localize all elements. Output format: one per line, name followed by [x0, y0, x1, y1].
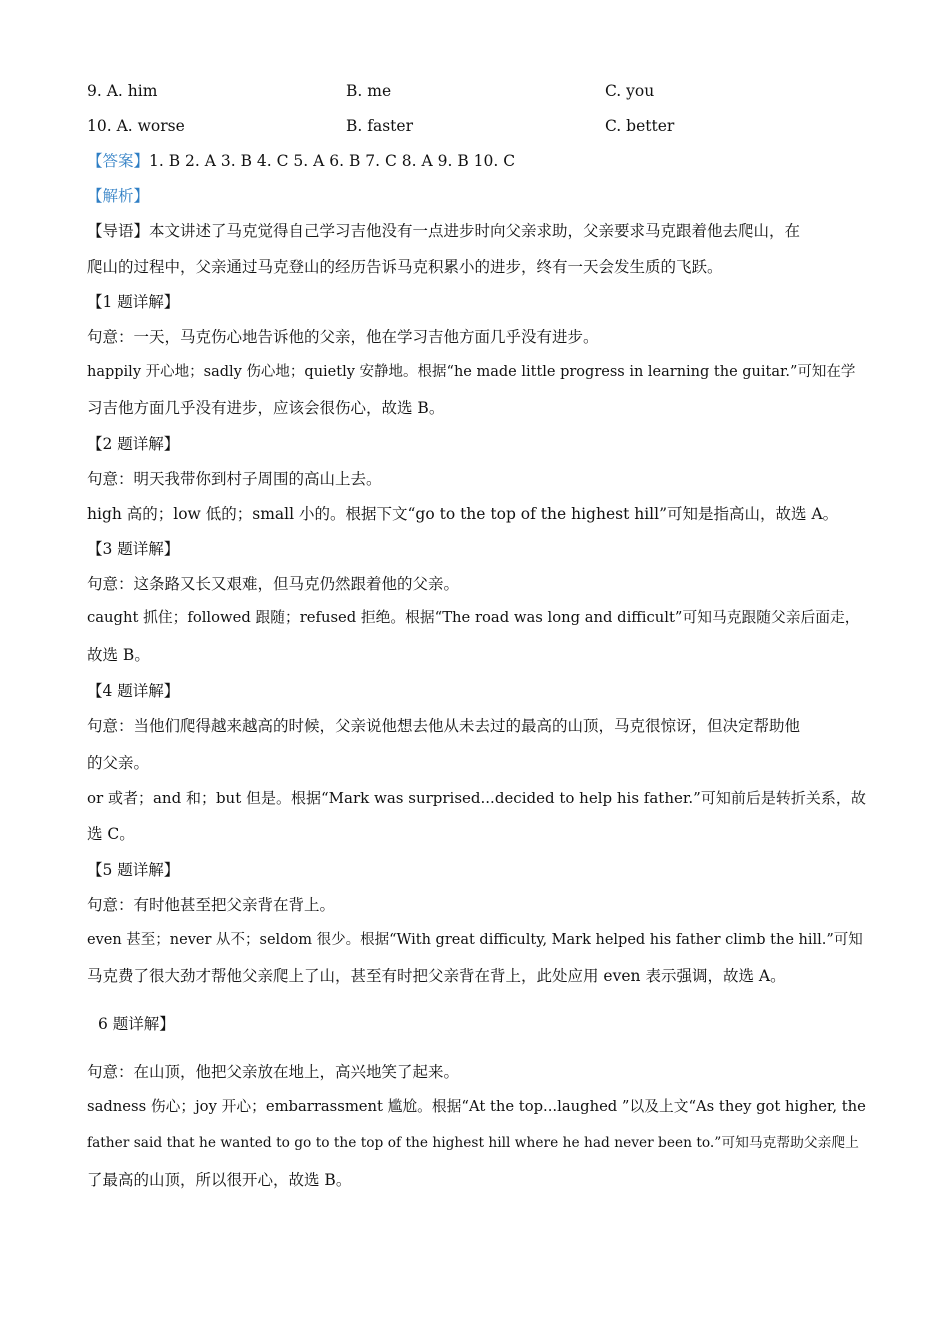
option-9c: C. you [605, 82, 655, 100]
option-10c: C. better [605, 117, 675, 135]
text-line: 的父亲。 [87, 754, 150, 772]
answer-text: 1. B 2. A 3. B 4. C 5. A 6. B 7. C 8. A 9. B 10. C [149, 152, 516, 170]
section-heading: 【3 题详解】 [87, 540, 180, 558]
text-line: 选 C。 [87, 825, 135, 843]
text-line: 句意：当他们爬得越来越高的时候，父亲说他想去他从未去过的最高的山顶，马克很惊讶，但决定帮助他 [87, 717, 801, 735]
text-line: father said that he wanted to go to the top of the highest hill where he had never been to.”可知马克帮助父亲爬上 [87, 1135, 859, 1151]
text-line: 句意：明天我带你到村子周围的高山上去。 [87, 470, 382, 488]
text-line: high 高的；low 低的；small 小的。根据下文“go to the top of the highest hill”可知是指高山，故选 A。 [87, 505, 839, 523]
text-line: 句意：一天，马克伤心地告诉他的父亲，他在学习吉他方面几乎没有进步。 [87, 328, 599, 346]
option-9b: B. me [346, 82, 392, 100]
section-heading: 【2 题详解】 [87, 435, 180, 453]
text-line: 了最高的山顶，所以很开心，故选 B。 [87, 1171, 352, 1189]
answer-label: 【答案】 [87, 152, 150, 170]
text-line: 习吉他方面几乎没有进步，应该会很伤心，故选 B。 [87, 399, 445, 417]
text-line: 句意：这条路又长又艰难，但马克仍然跟着他的父亲。 [87, 575, 460, 593]
section-heading: 6 题详解】 [98, 1015, 175, 1033]
text-line: 爬山的过程中，父亲通过马克登山的经历告诉马克积累小的进步，终有一天会发生质的飞跃。 [87, 258, 723, 276]
section-heading: 【1 题详解】 [87, 293, 180, 311]
text-line: 故选 B。 [87, 646, 150, 664]
option-10b: B. faster [346, 117, 413, 135]
text-line: or 或者；and 和；but 但是。根据“Mark was surprised...decided to help his father.”可知前后是转折关系，故 [87, 789, 866, 807]
text-line: 马克费了很大劲才帮他父亲爬上了山，甚至有时把父亲背在背上，此处应用 even 表示强调，故选 A。 [87, 967, 786, 985]
option-10a: 10. A. worse [87, 117, 185, 135]
section-heading: 【5 题详解】 [87, 861, 180, 879]
text-line: 【导语】本文讲述了马克觉得自己学习吉他没有一点进步时向父亲求助，父亲要求马克跟着他去爬山，在 [87, 222, 801, 240]
option-9a: 9. A. him [87, 82, 158, 100]
text-line: 句意：在山顶，他把父亲放在地上，高兴地笑了起来。 [87, 1063, 460, 1081]
text-line: happily 开心地；sadly 伤心地；quietly 安静地。根据“he made little progress in learning the guitar.”可知在学 [87, 364, 856, 380]
analysis-label: 【解析】 [87, 187, 150, 205]
text-line: caught 抓住；followed 跟随；refused 拒绝。根据“The road was long and difficult”可知马克跟随父亲后面走， [87, 609, 860, 626]
text-line: 句意：有时他甚至把父亲背在背上。 [87, 896, 336, 914]
section-heading: 【4 题详解】 [87, 682, 180, 700]
answer-line [87, 151, 515, 171]
text-line: even 甚至；never 从不；seldom 很少。根据“With great difficulty, Mark helped his father climb the hill.”可知 [87, 932, 863, 948]
text-line: sadness 伤心；joy 开心；embarrassment 尴尬。根据“At the top...laughed ”以及上文“As they got higher, the [87, 1098, 866, 1115]
